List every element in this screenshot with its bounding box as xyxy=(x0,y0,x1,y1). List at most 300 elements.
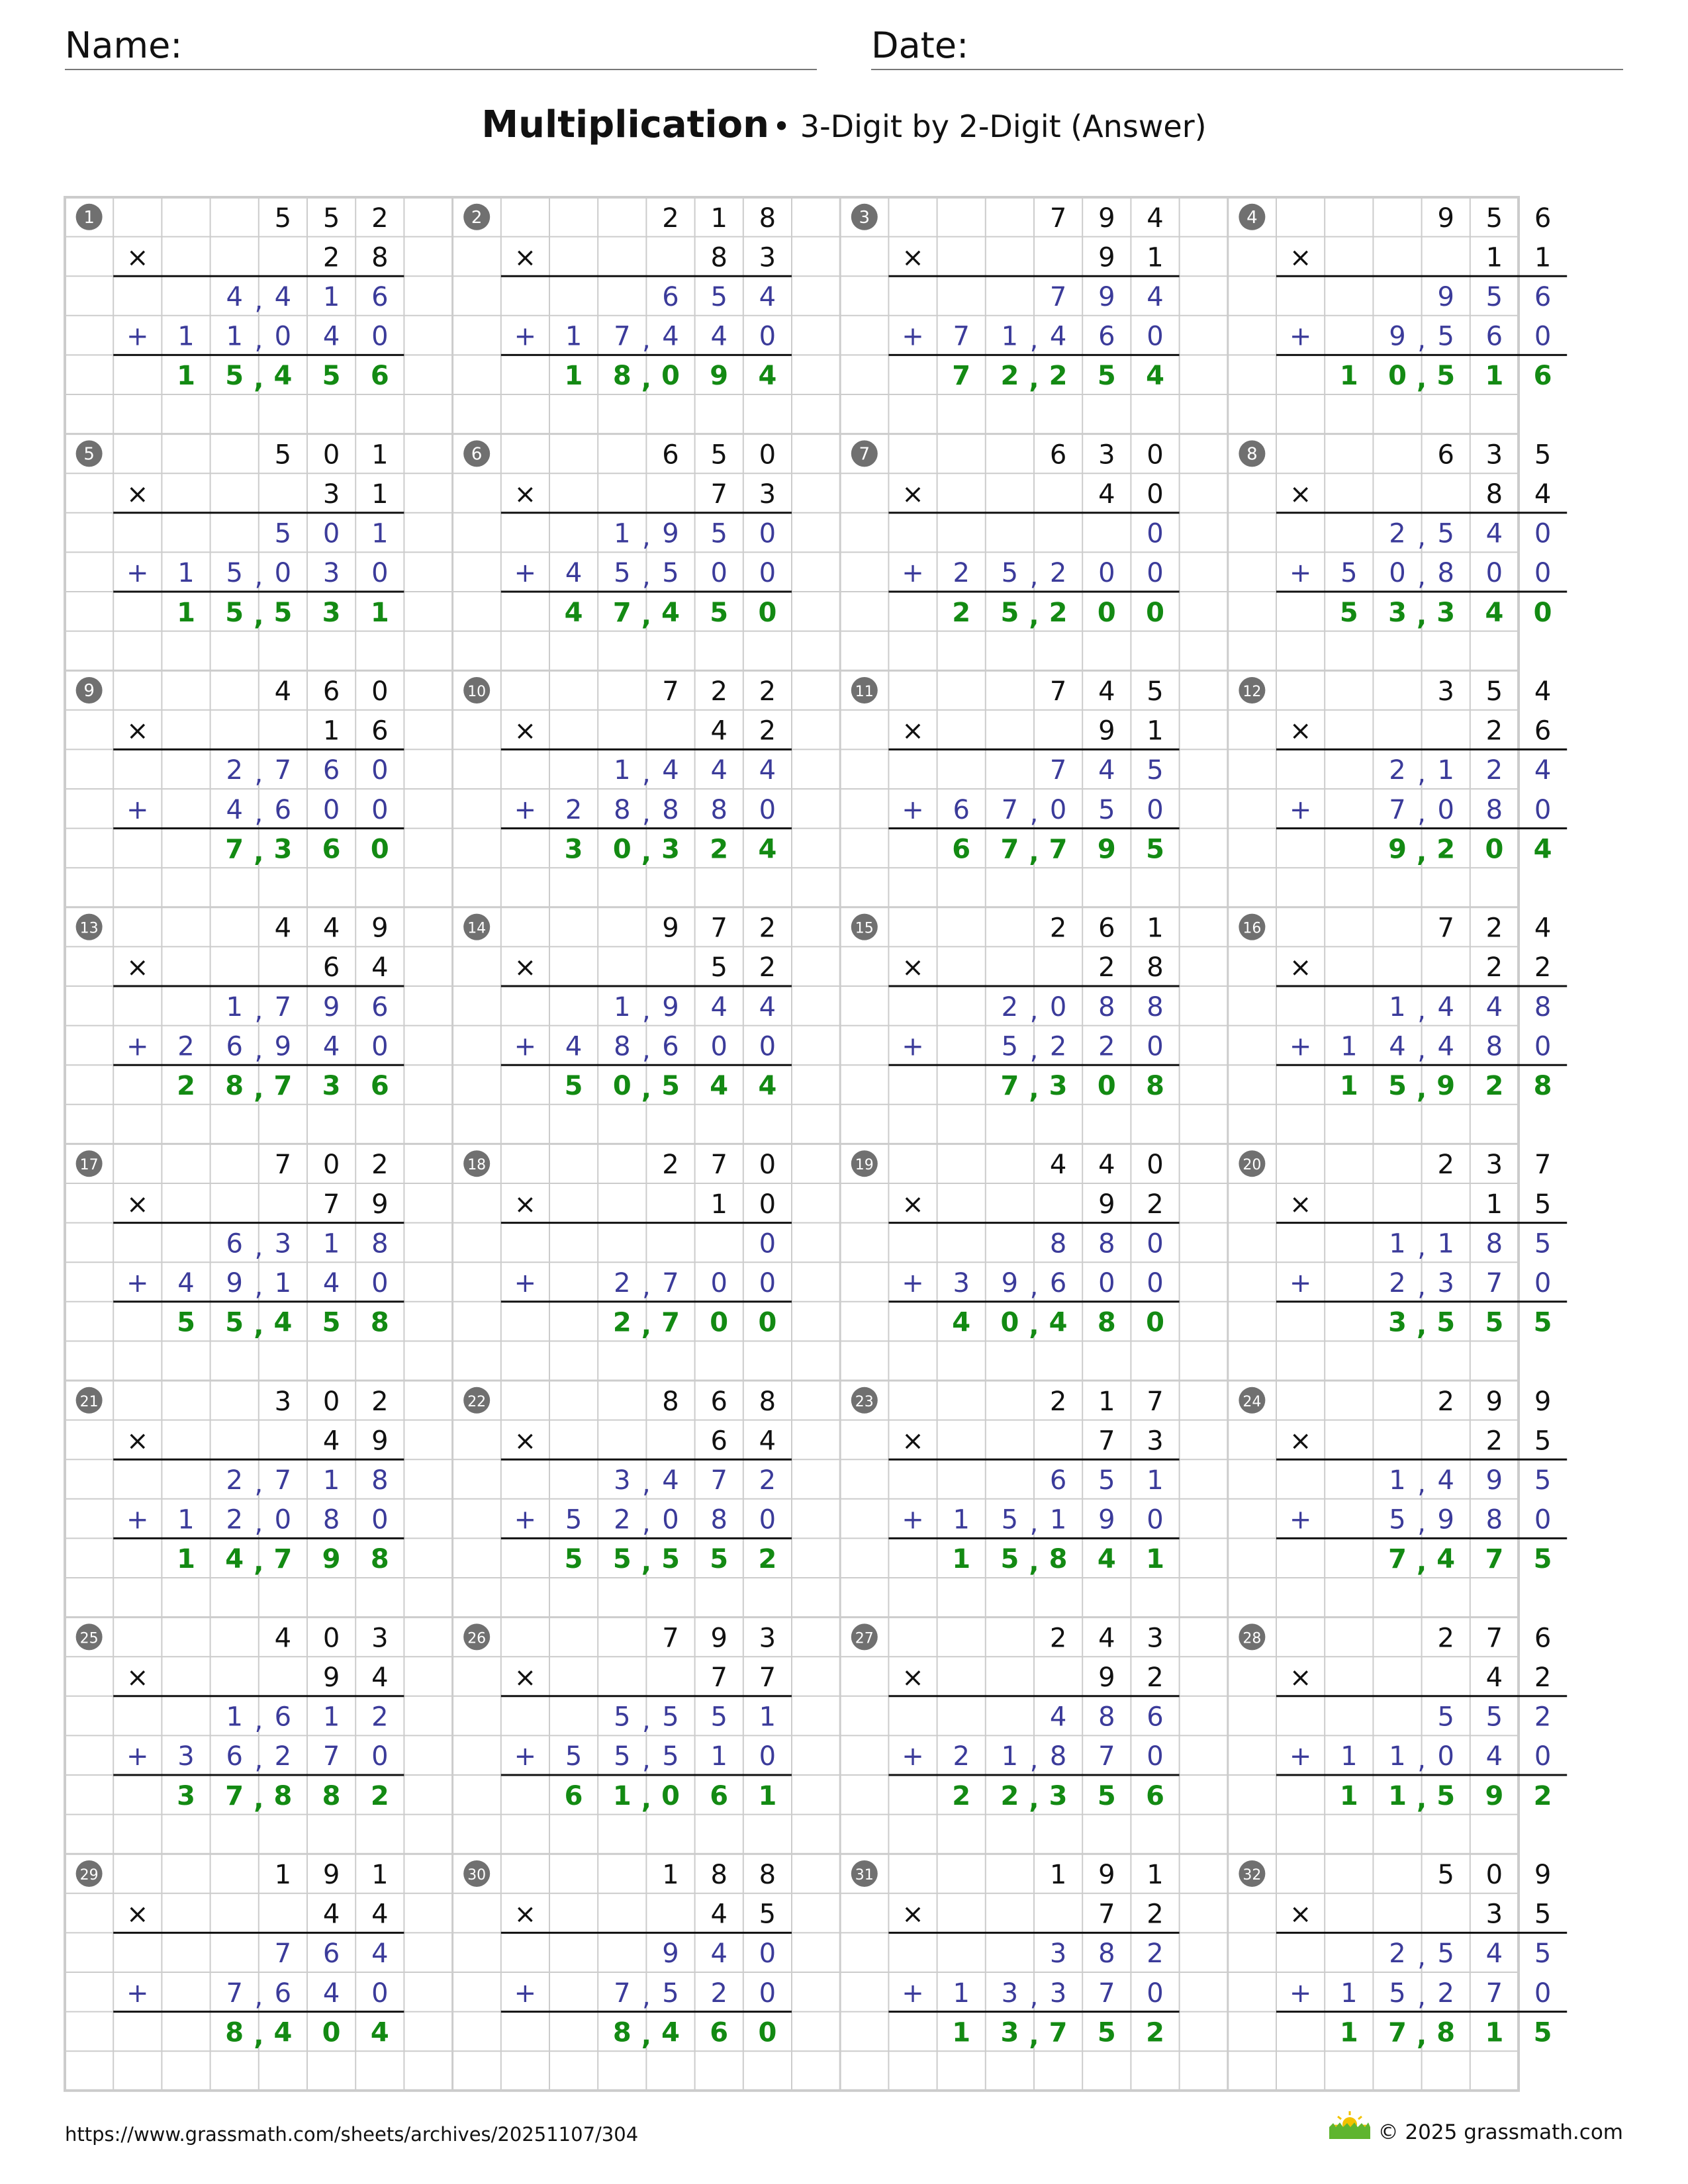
partial-product-digit: 6 xyxy=(274,794,292,825)
answer-digit: 8 xyxy=(612,361,632,392)
partial-product-digit: 2 xyxy=(614,1504,631,1535)
thousands-comma: , xyxy=(254,758,263,790)
partial-product-digit: 0 xyxy=(1534,1268,1552,1298)
plus-sign: + xyxy=(514,1504,537,1535)
partial-product-digit: 6 xyxy=(953,794,970,825)
answer-digit: 7 xyxy=(661,1307,680,1338)
partial-product-digit: 8 xyxy=(371,1228,389,1259)
answer-digit: 1 xyxy=(612,1780,632,1811)
partial-product-digit: 4 xyxy=(1437,1465,1454,1496)
multiplicand-digit: 0 xyxy=(322,1386,340,1417)
problem-number: 14 xyxy=(467,920,487,937)
multiplicand-digit: 6 xyxy=(1049,439,1067,471)
problem-number: 27 xyxy=(855,1630,874,1647)
partial-product-digit: 1 xyxy=(322,1465,340,1496)
partial-product-digit: 0 xyxy=(371,321,389,352)
answer-digit: 1 xyxy=(1339,361,1358,392)
partial-product-digit: 1 xyxy=(1389,1228,1406,1259)
partial-product-digit: 8 xyxy=(1485,794,1503,825)
multiplicand-digit: 5 xyxy=(1485,203,1503,234)
thousands-comma: , xyxy=(254,1784,264,1815)
answer-digit: 4 xyxy=(273,1307,293,1338)
thousands-comma: , xyxy=(1417,561,1426,592)
partial-product-digit: 4 xyxy=(1437,991,1454,1023)
answer-digit: 4 xyxy=(758,834,777,865)
times-sign: × xyxy=(514,1899,537,1930)
partial-product-digit: 7 xyxy=(662,1268,679,1298)
thousands-comma: , xyxy=(254,1232,263,1263)
partial-product-digit: 3 xyxy=(953,1268,970,1298)
thousands-comma: , xyxy=(1029,995,1039,1026)
partial-product-digit: 3 xyxy=(614,1465,631,1496)
answer-digit: 0 xyxy=(758,597,777,628)
multiplicand-digit: 6 xyxy=(1534,1623,1552,1654)
multiplicand-digit: 9 xyxy=(1534,1386,1552,1417)
thousands-comma: , xyxy=(1417,1271,1426,1302)
multiplier-digit: 6 xyxy=(1534,715,1552,747)
partial-product-digit: 4 xyxy=(1049,1702,1067,1733)
multiplicand-digit: 5 xyxy=(1485,676,1503,707)
partial-product-digit: 0 xyxy=(759,1031,776,1062)
partial-product-digit: 0 xyxy=(759,1268,776,1298)
partial-product-digit: 2 xyxy=(177,1031,195,1062)
multiplicand-digit: 3 xyxy=(1437,676,1454,707)
partial-product-digit: 3 xyxy=(1437,1268,1454,1298)
multiplicand-digit: 3 xyxy=(1147,1623,1164,1654)
name-label: Name: xyxy=(65,24,183,66)
times-sign: × xyxy=(514,479,537,510)
partial-product-digit: 0 xyxy=(1147,1741,1164,1772)
multiplicand-digit: 5 xyxy=(274,439,292,471)
multiplicand-digit: 7 xyxy=(1049,203,1067,234)
answer-digit: 2 xyxy=(1049,361,1068,392)
multiplicand-digit: 9 xyxy=(371,913,389,944)
partial-product-digit: 0 xyxy=(371,1978,389,2009)
multiplier-digit: 2 xyxy=(1534,1662,1552,1693)
partial-product-digit: 2 xyxy=(371,1702,389,1733)
plus-sign: + xyxy=(126,1268,149,1298)
multiplicand-digit: 9 xyxy=(1534,1860,1552,1890)
answer-digit: 6 xyxy=(564,1780,583,1811)
title-main: Multiplication xyxy=(481,103,769,146)
partial-product-digit: 5 xyxy=(1001,558,1019,589)
multiplicand-digit: 9 xyxy=(322,1860,340,1890)
problem-number: 2 xyxy=(471,207,483,228)
partial-product-digit: 5 xyxy=(1098,794,1115,825)
multiplier-digit: 1 xyxy=(1485,242,1503,273)
problem-number: 32 xyxy=(1243,1867,1262,1884)
partial-product-digit: 0 xyxy=(274,1504,292,1535)
problem-number: 12 xyxy=(1243,684,1262,700)
thousands-comma: , xyxy=(1417,522,1426,553)
multiplicand-digit: 4 xyxy=(274,676,292,707)
partial-product-digit: 9 xyxy=(1098,282,1115,312)
thousands-comma: , xyxy=(254,1508,263,1539)
answer-digit: 6 xyxy=(322,834,341,865)
multiplicand-digit: 4 xyxy=(1098,1623,1115,1654)
partial-product-digit: 0 xyxy=(1534,1741,1552,1772)
problem-31 xyxy=(851,1860,1180,2051)
plus-sign: + xyxy=(1289,1031,1312,1062)
multiplier-digit: 0 xyxy=(759,1189,776,1220)
partial-product-digit: 4 xyxy=(226,794,243,825)
answer-digit: 3 xyxy=(1049,1071,1068,1101)
partial-product-digit: 1 xyxy=(1147,1465,1164,1496)
partial-product-digit: 7 xyxy=(953,321,970,352)
thousands-comma: , xyxy=(1029,324,1039,355)
multiplicand-digit: 2 xyxy=(1437,1623,1454,1654)
partial-product-digit: 6 xyxy=(1049,1268,1067,1298)
answer-digit: 6 xyxy=(952,834,971,865)
multiplier-digit: 2 xyxy=(1098,952,1115,983)
thousands-comma: , xyxy=(1029,364,1039,395)
partial-product-digit: 0 xyxy=(371,558,389,589)
thousands-comma: , xyxy=(642,1745,651,1776)
answer-digit: 4 xyxy=(661,2017,680,2048)
thousands-comma: , xyxy=(1029,1981,1039,2012)
problem-number: 18 xyxy=(467,1157,487,1174)
multiplier-digit: 7 xyxy=(1098,1426,1115,1457)
multiplicand-digit: 4 xyxy=(1147,203,1164,234)
partial-product-digit: 8 xyxy=(1098,1938,1115,1970)
multiplicand-digit: 9 xyxy=(710,1623,727,1654)
partial-product-digit: 0 xyxy=(1147,794,1164,825)
thousands-comma: , xyxy=(1416,837,1427,868)
thousands-comma: , xyxy=(642,561,651,592)
answer-digit: 1 xyxy=(1339,2017,1358,2048)
answer-digit: 5 xyxy=(1436,1307,1456,1338)
problem-3 xyxy=(851,203,1180,394)
partial-product-digit: 1 xyxy=(177,558,195,589)
partial-product-digit: 1 xyxy=(322,1228,340,1259)
multiplicand-digit: 2 xyxy=(1485,913,1503,944)
problem-29 xyxy=(76,1860,404,2051)
multiplier-digit: 4 xyxy=(1098,479,1115,510)
problem-number: 6 xyxy=(471,444,483,465)
multiplicand-digit: 0 xyxy=(1147,1150,1164,1181)
problem-19 xyxy=(851,1150,1180,1341)
plus-sign: + xyxy=(1289,1978,1312,2009)
multiplicand-digit: 9 xyxy=(662,913,679,944)
partial-product-digit: 4 xyxy=(662,321,679,352)
multiplicand-digit: 2 xyxy=(1437,1150,1454,1181)
partial-product-digit: 8 xyxy=(1437,558,1454,589)
multiplicand-digit: 2 xyxy=(371,1150,389,1181)
answer-digit: 4 xyxy=(1049,1307,1068,1338)
partial-product-digit: 0 xyxy=(1389,558,1406,589)
multiplicand-digit: 5 xyxy=(710,439,727,471)
partial-product-digit: 8 xyxy=(1485,1504,1503,1535)
problem-27 xyxy=(851,1623,1180,1814)
partial-product-digit: 2 xyxy=(226,755,243,786)
multiplicand-digit: 7 xyxy=(710,1150,727,1181)
times-sign: × xyxy=(1289,1426,1312,1457)
problem-7 xyxy=(851,439,1180,631)
thousands-comma: , xyxy=(642,1469,651,1499)
answer-digit: 0 xyxy=(370,834,389,865)
partial-product-digit: 6 xyxy=(1098,321,1115,352)
partial-product-digit: 5 xyxy=(1001,1504,1019,1535)
partial-product-digit: 5 xyxy=(710,518,727,549)
times-sign: × xyxy=(514,952,537,983)
partial-product-digit: 9 xyxy=(1098,1504,1115,1535)
partial-product-digit: 1 xyxy=(953,1978,970,2009)
thousands-comma: , xyxy=(642,1508,651,1539)
answer-digit: 2 xyxy=(1436,834,1456,865)
multiplicand-digit: 1 xyxy=(371,439,389,471)
footer-url[interactable]: https://www.grassmath.com/sheets/archives/20251107/304 xyxy=(65,2123,639,2146)
partial-product-digit: 5 xyxy=(1389,1978,1406,2009)
thousands-comma: , xyxy=(641,1074,652,1105)
multiplicand-digit: 1 xyxy=(1049,1860,1067,1890)
partial-product-digit: 5 xyxy=(614,1741,631,1772)
multiplier-digit: 4 xyxy=(710,715,727,747)
partial-product-digit: 8 xyxy=(1049,1228,1067,1259)
answer-digit: 4 xyxy=(661,597,680,628)
partial-product-digit: 0 xyxy=(371,755,389,786)
partial-product-digit: 5 xyxy=(226,558,243,589)
partial-product-digit: 4 xyxy=(759,282,776,312)
partial-product-digit: 5 xyxy=(614,1702,631,1733)
thousands-comma: , xyxy=(1029,1745,1039,1776)
answer-digit: 5 xyxy=(1533,2017,1552,2048)
problem-number: 28 xyxy=(1243,1630,1262,1647)
multiplicand-digit: 6 xyxy=(1437,439,1454,471)
partial-product-digit: 4 xyxy=(1437,1031,1454,1062)
answer-digit: 1 xyxy=(177,597,195,628)
title-subtitle: • 3-Digit by 2-Digit (Answer) xyxy=(773,109,1207,144)
thousands-comma: , xyxy=(254,1074,264,1105)
plus-sign: + xyxy=(902,1978,924,2009)
multiplier-digit: 8 xyxy=(1147,952,1164,983)
partial-product-digit: 8 xyxy=(1098,991,1115,1023)
partial-product-digit: 1 xyxy=(322,1702,340,1733)
times-sign: × xyxy=(1289,1662,1312,1693)
answer-digit: 4 xyxy=(1533,834,1552,865)
answer-digit: 3 xyxy=(1049,1780,1068,1811)
problem-number: 4 xyxy=(1246,207,1258,228)
partial-product-digit: 6 xyxy=(371,282,389,312)
thousands-comma: , xyxy=(641,600,652,631)
multiplicand-digit: 3 xyxy=(274,1386,292,1417)
thousands-comma: , xyxy=(1416,2021,1427,2052)
multiplicand-digit: 5 xyxy=(1437,1860,1454,1890)
partial-product-digit: 0 xyxy=(371,1741,389,1772)
partial-product-digit: 2 xyxy=(1147,1938,1164,1970)
thousands-comma: , xyxy=(1417,1034,1426,1066)
answer-digit: 0 xyxy=(1097,597,1116,628)
partial-product-digit: 8 xyxy=(614,794,631,825)
multiplier-digit: 3 xyxy=(1147,1426,1164,1457)
problem-26 xyxy=(463,1623,792,1814)
partial-product-digit: 2 xyxy=(1437,1978,1454,2009)
multiplicand-digit: 7 xyxy=(1049,676,1067,707)
multiplicand-digit: 0 xyxy=(759,1150,776,1181)
answer-digit: 6 xyxy=(370,361,389,392)
multiplier-digit: 4 xyxy=(1485,1662,1503,1693)
thousands-comma: , xyxy=(1416,1784,1427,1815)
thousands-comma: , xyxy=(254,600,264,631)
multiplier-digit: 9 xyxy=(1098,242,1115,273)
partial-product-digit: 5 xyxy=(274,518,292,549)
plus-sign: + xyxy=(1289,558,1312,589)
answer-digit: 8 xyxy=(225,1071,244,1101)
multiplier-digit: 7 xyxy=(759,1662,776,1693)
multiplier-digit: 2 xyxy=(759,715,776,747)
problem-number: 29 xyxy=(79,1867,99,1884)
plus-sign: + xyxy=(514,321,537,352)
times-sign: × xyxy=(514,715,537,747)
thousands-comma: , xyxy=(1417,758,1426,790)
multiplier-digit: 5 xyxy=(759,1899,776,1930)
partial-product-digit: 8 xyxy=(322,1504,340,1535)
thousands-comma: , xyxy=(254,1034,263,1066)
problem-25 xyxy=(76,1623,404,1814)
plus-sign: + xyxy=(126,1978,149,2009)
answer-digit: 4 xyxy=(758,1071,777,1101)
partial-product-digit: 7 xyxy=(1049,755,1067,786)
problem-23 xyxy=(851,1387,1180,1578)
answer-digit: 5 xyxy=(1436,361,1456,392)
partial-product-digit: 2 xyxy=(1389,1938,1406,1970)
multiplier-digit: 7 xyxy=(710,479,727,510)
partial-product-digit: 9 xyxy=(1437,282,1454,312)
partial-product-digit: 5 xyxy=(614,558,631,589)
multiplier-digit: 5 xyxy=(1534,1899,1552,1930)
partial-product-digit: 1 xyxy=(226,991,243,1023)
partial-product-digit: 6 xyxy=(274,1702,292,1733)
multiplier-digit: 9 xyxy=(1098,1662,1115,1693)
partial-product-digit: 9 xyxy=(662,991,679,1023)
partial-product-digit: 2 xyxy=(1098,1031,1115,1062)
plus-sign: + xyxy=(514,1268,537,1298)
answer-digit: 1 xyxy=(952,2017,971,2048)
partial-product-digit: 5 xyxy=(1485,282,1503,312)
partial-product-digit: 4 xyxy=(565,1031,583,1062)
answer-digit: 0 xyxy=(758,2017,777,2048)
multiplicand-digit: 3 xyxy=(1485,439,1503,471)
problem-number: 31 xyxy=(855,1867,874,1884)
plus-sign: + xyxy=(902,1268,924,1298)
partial-product-digit: 0 xyxy=(759,1228,776,1259)
partial-product-digit: 8 xyxy=(710,1504,727,1535)
thousands-comma: , xyxy=(1416,1547,1427,1578)
partial-product-digit: 0 xyxy=(759,1938,776,1970)
partial-product-digit: 0 xyxy=(759,518,776,549)
plus-sign: + xyxy=(126,1031,149,1062)
partial-product-digit: 6 xyxy=(226,1741,243,1772)
thousands-comma: , xyxy=(1029,561,1039,592)
partial-product-digit: 6 xyxy=(1049,1465,1067,1496)
multiplicand-digit: 9 xyxy=(1098,1860,1115,1890)
answer-digit: 5 xyxy=(225,1307,244,1338)
multiplicand-digit: 7 xyxy=(710,913,727,944)
multiplicand-digit: 1 xyxy=(710,203,727,234)
partial-product-digit: 5 xyxy=(662,1702,679,1733)
partial-product-digit: 5 xyxy=(1485,1702,1503,1733)
partial-product-digit: 7 xyxy=(274,1465,292,1496)
answer-digit: 2 xyxy=(1146,2017,1164,2048)
grass-sun-logo-icon xyxy=(1327,2110,1373,2140)
multiplicand-digit: 3 xyxy=(371,1623,389,1654)
answer-digit: 5 xyxy=(1533,1544,1552,1575)
times-sign: × xyxy=(126,1426,149,1457)
answer-digit: 0 xyxy=(1000,1307,1019,1338)
problem-number: 5 xyxy=(83,444,95,465)
partial-product-digit: 4 xyxy=(1485,1938,1503,1970)
partial-product-digit: 0 xyxy=(1534,518,1552,549)
partial-product-digit: 1 xyxy=(953,1504,970,1535)
answer-digit: 5 xyxy=(612,1544,632,1575)
problem-6 xyxy=(463,439,792,631)
answer-digit: 8 xyxy=(1146,1071,1164,1101)
answer-digit: 2 xyxy=(1000,1780,1019,1811)
answer-digit: 5 xyxy=(1436,1780,1456,1811)
answer-digit: 4 xyxy=(1485,597,1504,628)
thousands-comma: , xyxy=(1029,600,1039,631)
answer-digit: 1 xyxy=(758,1780,777,1811)
multiplier-digit: 1 xyxy=(1485,1189,1503,1220)
thousands-comma: , xyxy=(254,1981,263,2012)
partial-product-digit: 5 xyxy=(1098,1465,1115,1496)
thousands-comma: , xyxy=(1029,1547,1039,1578)
partial-product-digit: 7 xyxy=(274,755,292,786)
times-sign: × xyxy=(902,1189,924,1220)
partial-product-digit: 2 xyxy=(274,1741,292,1772)
problem-number: 9 xyxy=(83,681,95,701)
problem-5 xyxy=(76,439,404,631)
plus-sign: + xyxy=(1289,1741,1312,1772)
partial-product-digit: 4 xyxy=(662,1465,679,1496)
problem-17 xyxy=(76,1150,404,1341)
answer-digit: 4 xyxy=(273,361,293,392)
partial-product-digit: 0 xyxy=(710,1268,727,1298)
partial-product-digit: 4 xyxy=(759,991,776,1023)
plus-sign: + xyxy=(902,558,924,589)
partial-product-digit: 5 xyxy=(1534,1465,1552,1496)
answer-digit: 7 xyxy=(1000,834,1019,865)
answer-digit: 6 xyxy=(370,1071,389,1101)
times-sign: × xyxy=(126,952,149,983)
multiplier-digit: 3 xyxy=(1485,1899,1503,1930)
multiplicand-digit: 1 xyxy=(662,1860,679,1890)
multiplier-digit: 2 xyxy=(1147,1899,1164,1930)
multiplicand-digit: 5 xyxy=(1147,676,1164,707)
answer-digit: 7 xyxy=(1388,2017,1407,2048)
multiplier-digit: 9 xyxy=(371,1189,389,1220)
problem-18 xyxy=(463,1150,792,1341)
multiplicand-digit: 4 xyxy=(1534,913,1552,944)
partial-product-digit: 4 xyxy=(322,1978,340,2009)
multiplier-digit: 4 xyxy=(371,1662,389,1693)
answer-digit: 2 xyxy=(1049,597,1068,628)
partial-product-digit: 9 xyxy=(662,1938,679,1970)
multiplicand-digit: 5 xyxy=(322,203,340,234)
partial-product-digit: 4 xyxy=(371,1938,389,1970)
multiplier-digit: 7 xyxy=(322,1189,340,1220)
multiplier-digit: 9 xyxy=(1098,715,1115,747)
answer-digit: 2 xyxy=(1000,361,1019,392)
times-sign: × xyxy=(126,479,149,510)
times-sign: × xyxy=(902,242,924,273)
partial-product-digit: 1 xyxy=(177,1504,195,1535)
times-sign: × xyxy=(514,1662,537,1693)
multiplier-digit: 0 xyxy=(1147,479,1164,510)
partial-product-digit: 6 xyxy=(226,1031,243,1062)
plus-sign: + xyxy=(902,321,924,352)
thousands-comma: , xyxy=(1029,1271,1039,1302)
times-sign: × xyxy=(126,1189,149,1220)
